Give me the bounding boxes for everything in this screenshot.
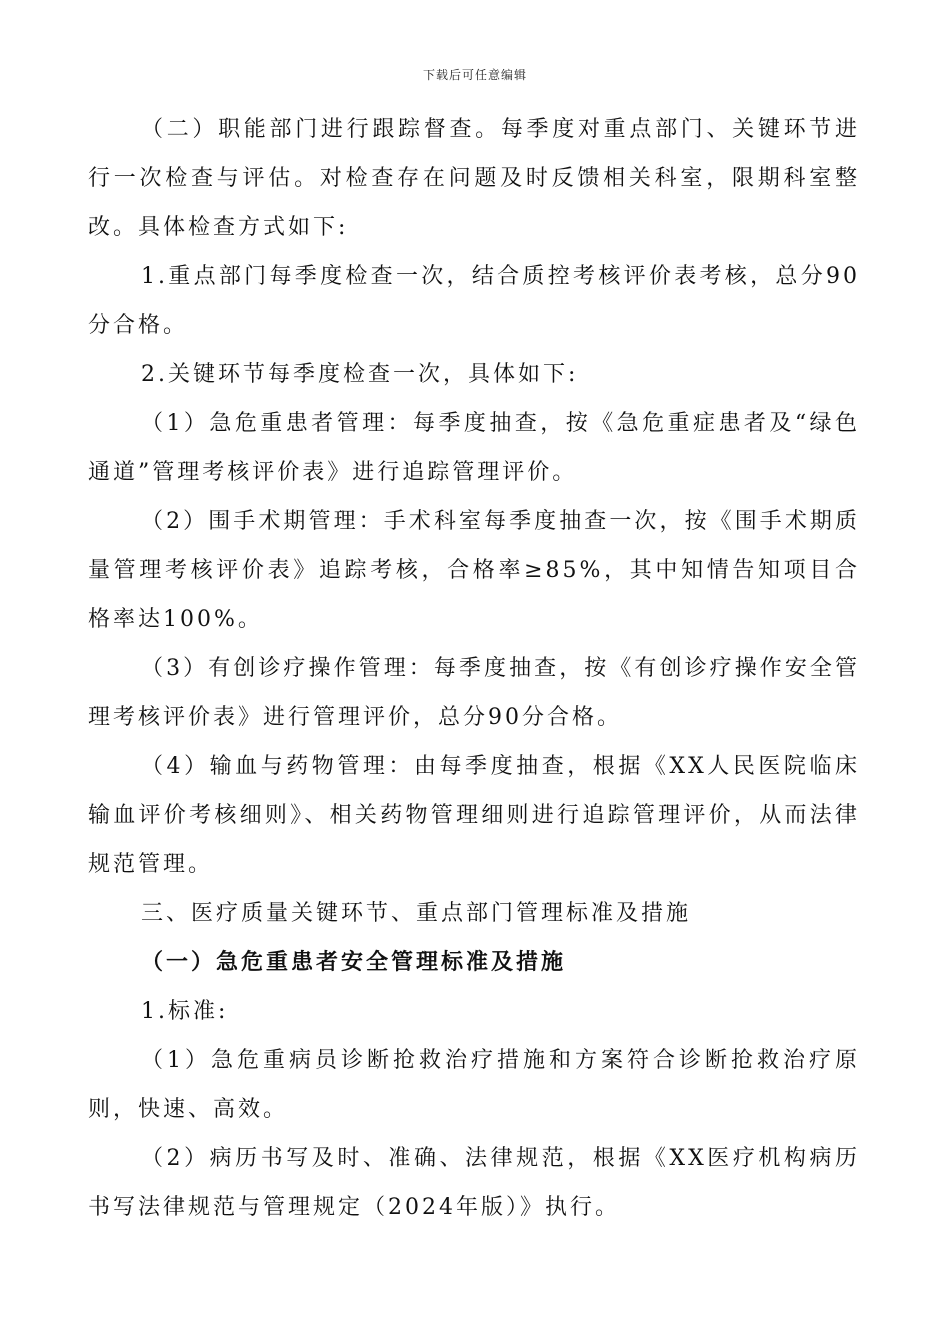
paragraph-standard-2: （2）病历书写及时、准确、法律规范，根据《XX医疗机构病历书写法律规范与管理规定（2024年版）》执行。 [88,1146,860,1220]
paragraph-supervision: （二）职能部门进行跟踪督查。每季度对重点部门、关键环节进行一次检查与评估。对检查存在问题及时反馈相关科室，限期科室整改。具体检查方式如下: [88,117,860,240]
paragraph-invasive-procedures: （3）有创诊疗操作管理：每季度抽查，按《有创诊疗操作安全管理考核评价表》进行管理评价，总分90分合格。 [88,656,860,730]
paragraph-standard-label: 1.标准: [141,999,229,1024]
document-body [88,105,860,1232]
paragraph-transfusion-drugs: （4）输血与药物管理：由每季度抽查，根据《XX人民医院临床输血评价考核细则》、相关药物管理细则进行追踪管理评价，从而法律规范管理。 [88,754,860,877]
paragraph-standard-1: （1）急危重病员诊断抢救治疗措施和方案符合诊断抢救治疗原则，快速、高效。 [88,1048,860,1122]
paragraph-perioperative: （2）围手术期管理：手术科室每季度抽查一次，按《围手术期质量管理考核评价表》追踪考核，合格率≥85%，其中知情告知项目合格率达100%。 [88,509,860,632]
subsection-heading-critical-safety: （一）急危重患者安全管理标准及措施 [141,949,567,975]
paragraph-key-links: 2.关键环节每季度检查一次，具体如下: [141,362,579,387]
header-note: 下载后可任意编辑 [422,68,527,82]
paragraph-key-departments: 1.重点部门每季度检查一次，结合质控考核评价表考核，总分90分合格。 [88,264,860,338]
paragraph-critical-patients: （1）急危重患者管理：每季度抽查，按《急危重症患者及“绿色通道”管理考核评价表》进行追踪管理评价。 [88,411,860,485]
section-heading-3: 三、医疗质量关键环节、重点部门管理标准及措施 [141,901,692,926]
